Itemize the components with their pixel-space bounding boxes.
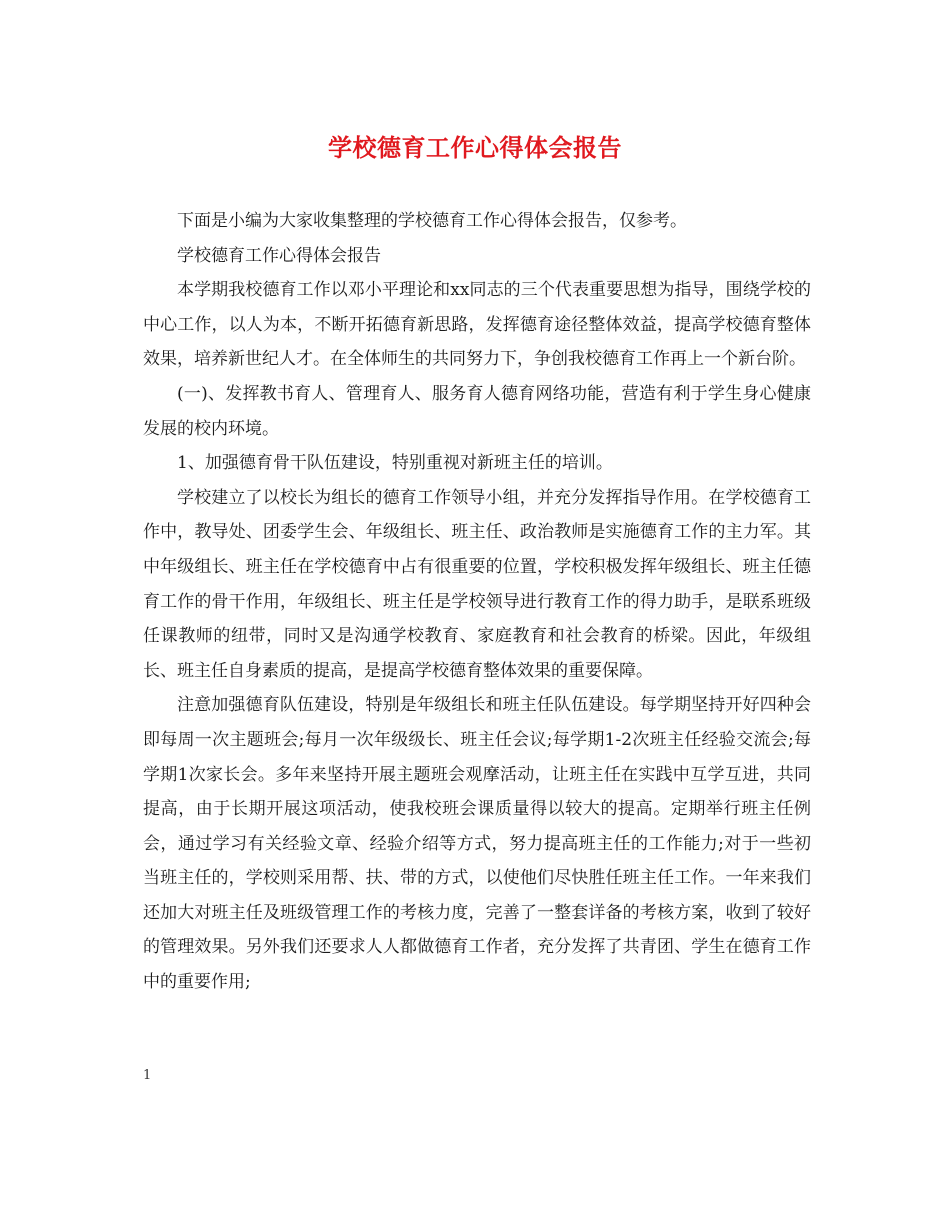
paragraph-leadership: 学校建立了以校长为组长的德育工作领导小组，并充分发挥指导作用。在学校德育工作中，教导处、团委学生会、年级组长、班主任、政治教师是实施德育工作的主力军。其中年级组长、班主任在学校德育中占有很重要的位置，学校积极发挥年级组长、班主任德育工作的骨干作用，年级组长、班主任是学校领导进行教育工作的得力助手，是联系班级任课教师的纽带，同时又是沟通学校教育、家庭教育和社会教育的桥梁。因此，年级组长、班主任自身素质的提高，是提高学校德育整体效果的重要保障。 xyxy=(143,487,811,681)
paragraph-overview: 本学期我校德育工作以邓小平理论和xx同志的三个代表重要思想为指导，围绕学校的中心工作，以人为本，不断开拓德育新思路，发挥德育途径整体效益，提高学校德育整体效果，培养新世纪人才。在全体师生的共同努力下，争创我校德育工作再上一个新台阶。 xyxy=(143,280,811,370)
page-number: 1 xyxy=(143,1068,152,1083)
document-title: 学校德育工作心得体会报告 xyxy=(328,133,622,162)
paragraph-section-1: (一)、发挥教书育人、管理育人、服务育人德育网络功能，营造有利于学生身心健康发展的校内环境。 xyxy=(143,383,811,439)
paragraph-intro: 下面是小编为大家收集整理的学校德育工作心得体会报告，仅参考。 xyxy=(177,211,687,231)
document-body xyxy=(143,204,811,1000)
paragraph-item-1: 1、加强德育骨干队伍建设，特别重视对新班主任的培训。 xyxy=(177,453,613,474)
paragraph-team-building: 注意加强德育队伍建设，特别是年级组长和班主任队伍建设。每学期坚持开好四种会即每周一次主题班会;每月一次年级级长、班主任会议;每学期1-2次班主任经验交流会;每学期1次家长会。多年来坚持开展主题班会观摩活动，让班主任在实践中互学互进，共同提高，由于长期开展这项活动，使我校班会课质量得以较大的提高。定期举行班主任例会，通过学习有关经验文章、经验介绍等方式，努力提高班主任的工作能力;对于一些初当班主任的，学校则采用帮、扶、带的方式，以使他们尽快胜任班主任工作。一年来我们还加大对班主任及班级管理工作的考核力度，完善了一整套详备的考核方案，收到了较好的管理效果。另外我们还要求人人都做德育工作者，充分发挥了共青团、学生在德育工作中的重要作用; xyxy=(143,695,811,993)
paragraph-subtitle: 学校德育工作心得体会报告 xyxy=(177,245,381,266)
